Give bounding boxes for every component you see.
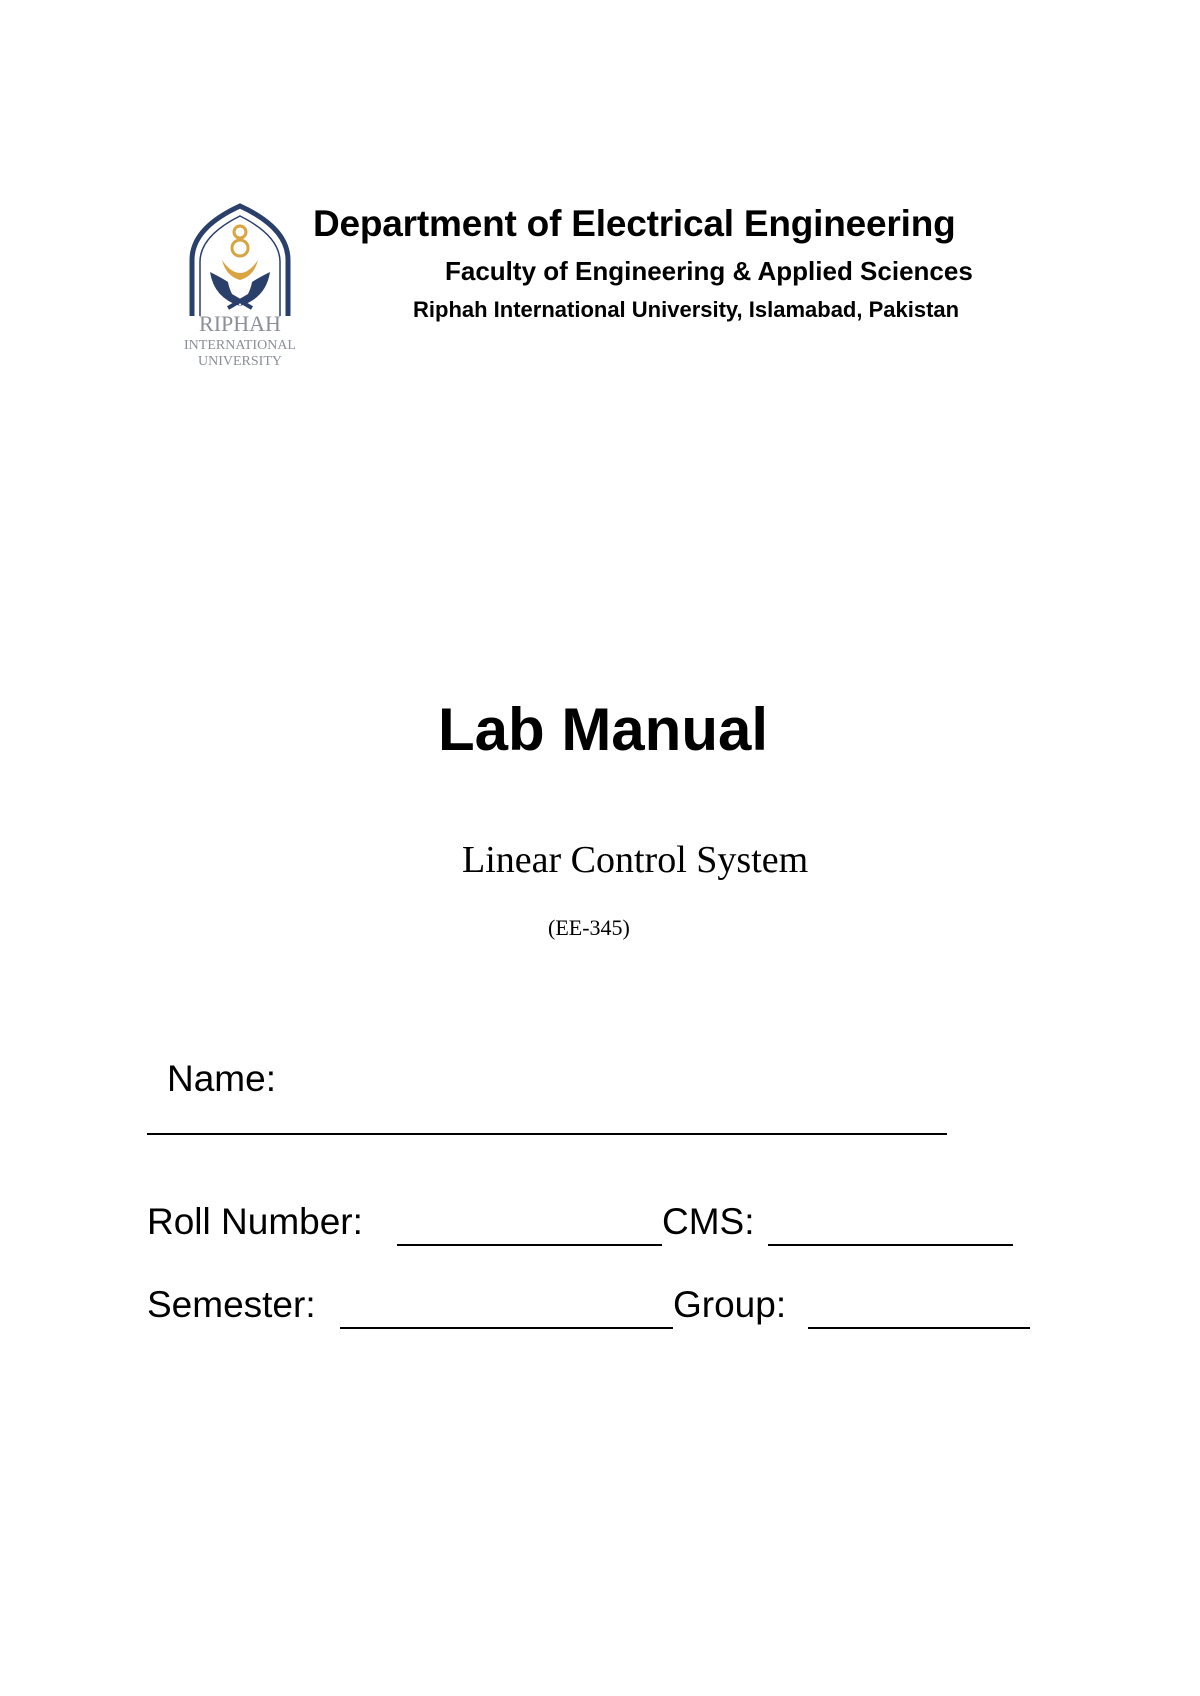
semester-label: Semester: — [147, 1284, 316, 1325]
name-blank-line[interactable] — [147, 1133, 947, 1135]
university-heading: Riphah International University, Islamabad, Pakistan — [413, 297, 960, 322]
ornament-top — [234, 226, 246, 238]
logo-wordmark-line3: UNIVERSITY — [198, 354, 282, 369]
university-logo — [170, 198, 310, 373]
manual-title — [0, 695, 1200, 764]
semester-blank-line[interactable] — [340, 1327, 673, 1329]
cms-blank-line[interactable] — [768, 1244, 1013, 1246]
name-label: Name: — [167, 1058, 276, 1099]
cms-label: CMS: — [662, 1201, 755, 1242]
subject-name: Linear Control System — [462, 839, 809, 881]
department-heading: Department of Electrical Engineering — [313, 203, 956, 244]
manual-title-text: Lab Manual — [437, 696, 769, 763]
ornament-middle — [232, 240, 248, 256]
group-blank-line[interactable] — [808, 1327, 1030, 1329]
riphah-university-logo-icon — [170, 198, 310, 373]
roll-number-label: Roll Number: — [147, 1201, 363, 1242]
faculty-heading: Faculty of Engineering & Applied Sciences — [445, 256, 973, 286]
logo-wordmark-line1: RIPHAH — [199, 311, 281, 336]
logo-wordmark-line2: INTERNATIONAL — [184, 338, 296, 353]
group-label: Group: — [673, 1284, 787, 1325]
ornament-bowl — [222, 260, 258, 280]
course-code: (EE-345) — [548, 915, 630, 940]
roll-number-blank-line[interactable] — [397, 1244, 662, 1246]
